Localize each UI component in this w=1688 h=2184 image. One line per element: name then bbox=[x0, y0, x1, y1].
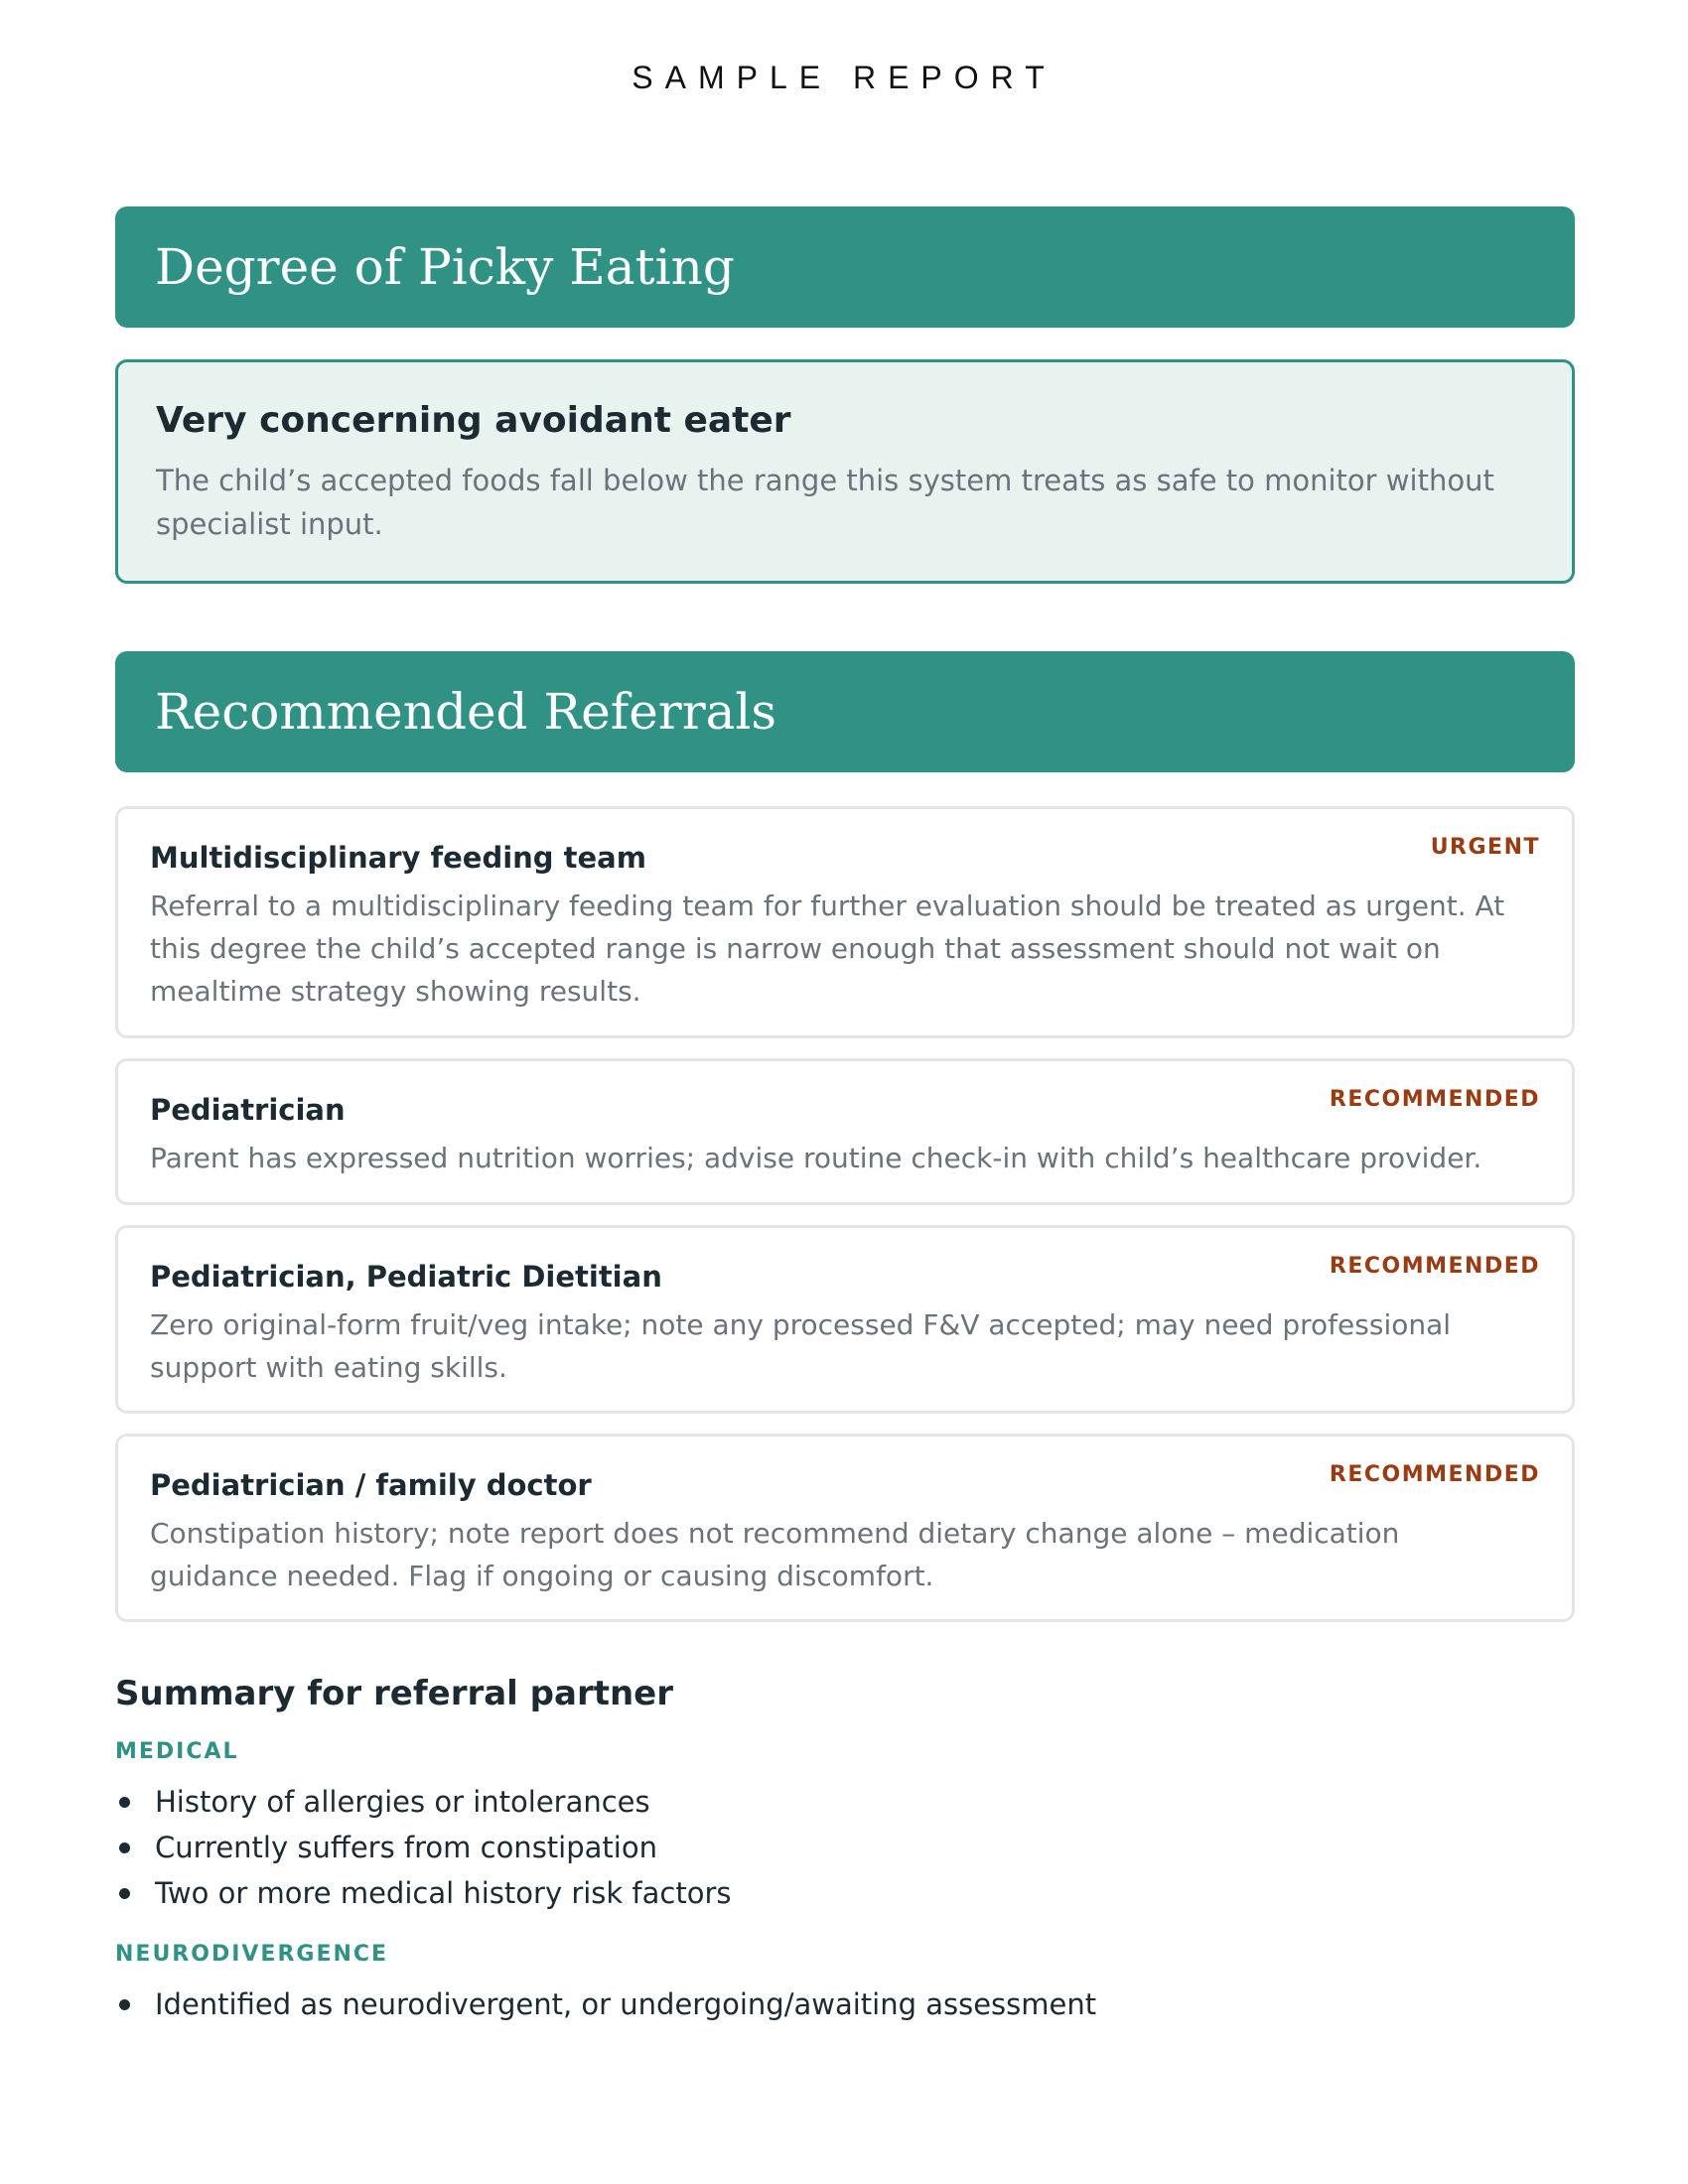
bullet-icon bbox=[119, 1888, 130, 1899]
referral-description: Zero original-form fruit/veg intake; note any processed F&V accepted; may need professional support with eating skills. bbox=[150, 1308, 1452, 1384]
summary-category-label: MEDICAL bbox=[115, 1739, 239, 1764]
referral-card bbox=[115, 806, 1575, 1038]
referral-title: Pediatrician, Pediatric Dietitian bbox=[150, 1260, 662, 1294]
degree-section-banner bbox=[115, 206, 1575, 328]
referral-title: Pediatrician / family doctor bbox=[150, 1468, 592, 1502]
referral-priority-badge: URGENT bbox=[1430, 835, 1540, 860]
list-item bbox=[115, 1779, 732, 1825]
list-item-text: Identified as neurodivergent, or undergoing/awaiting assessment bbox=[155, 1987, 1097, 2021]
list-item-text: History of allergies or intolerances bbox=[155, 1785, 650, 1819]
degree-section-heading: Degree of Picky Eating bbox=[155, 238, 735, 296]
degree-result-box bbox=[115, 359, 1575, 584]
medical-list bbox=[115, 1779, 732, 1916]
summary-category-label: NEURODIVERGENCE bbox=[115, 1942, 389, 1967]
list-item bbox=[115, 1981, 1096, 2027]
referral-card bbox=[115, 1225, 1575, 1414]
degree-result-text: The child’s accepted foods fall below the range this system treats as safe to monitor without specialist input. bbox=[156, 464, 1494, 541]
list-item-text: Two or more medical history risk factors bbox=[155, 1876, 732, 1910]
referral-card bbox=[115, 1433, 1575, 1622]
referral-priority-badge: RECOMMENDED bbox=[1329, 1462, 1540, 1487]
degree-result-title: Very concerning avoidant eater bbox=[156, 400, 791, 441]
referral-title: Pediatrician bbox=[150, 1093, 346, 1127]
referral-description: Referral to a multidisciplinary feeding team for further evaluation should be treated as urgent. At this degree the child’s accepted range is narrow enough that assessment should not wait on mealtime strategy showing results. bbox=[150, 889, 1505, 1008]
neurodivergence-list bbox=[115, 1981, 1096, 2027]
referral-priority-badge: RECOMMENDED bbox=[1329, 1087, 1540, 1112]
list-item bbox=[115, 1870, 732, 1916]
list-item bbox=[115, 1825, 732, 1870]
referral-card bbox=[115, 1058, 1575, 1205]
referral-title: Multidisciplinary feeding team bbox=[150, 841, 646, 875]
bullet-icon bbox=[119, 1797, 130, 1808]
referrals-section-banner bbox=[115, 651, 1575, 772]
list-item-text: Currently suffers from constipation bbox=[155, 1831, 657, 1864]
bullet-icon bbox=[119, 1843, 130, 1853]
summary-title: Summary for referral partner bbox=[115, 1674, 673, 1713]
referral-description: Parent has expressed nutrition worries; advise routine check-in with child’s healthcare provider. bbox=[150, 1142, 1482, 1174]
report-header: SAMPLE REPORT bbox=[632, 60, 1056, 95]
referral-priority-badge: RECOMMENDED bbox=[1329, 1254, 1540, 1279]
bullet-icon bbox=[119, 1999, 130, 2010]
referral-description: Constipation history; note report does not recommend dietary change alone – medication guidance needed. Flag if ongoing or causing discomfort. bbox=[150, 1517, 1400, 1592]
referrals-section-heading: Recommended Referrals bbox=[155, 683, 777, 741]
